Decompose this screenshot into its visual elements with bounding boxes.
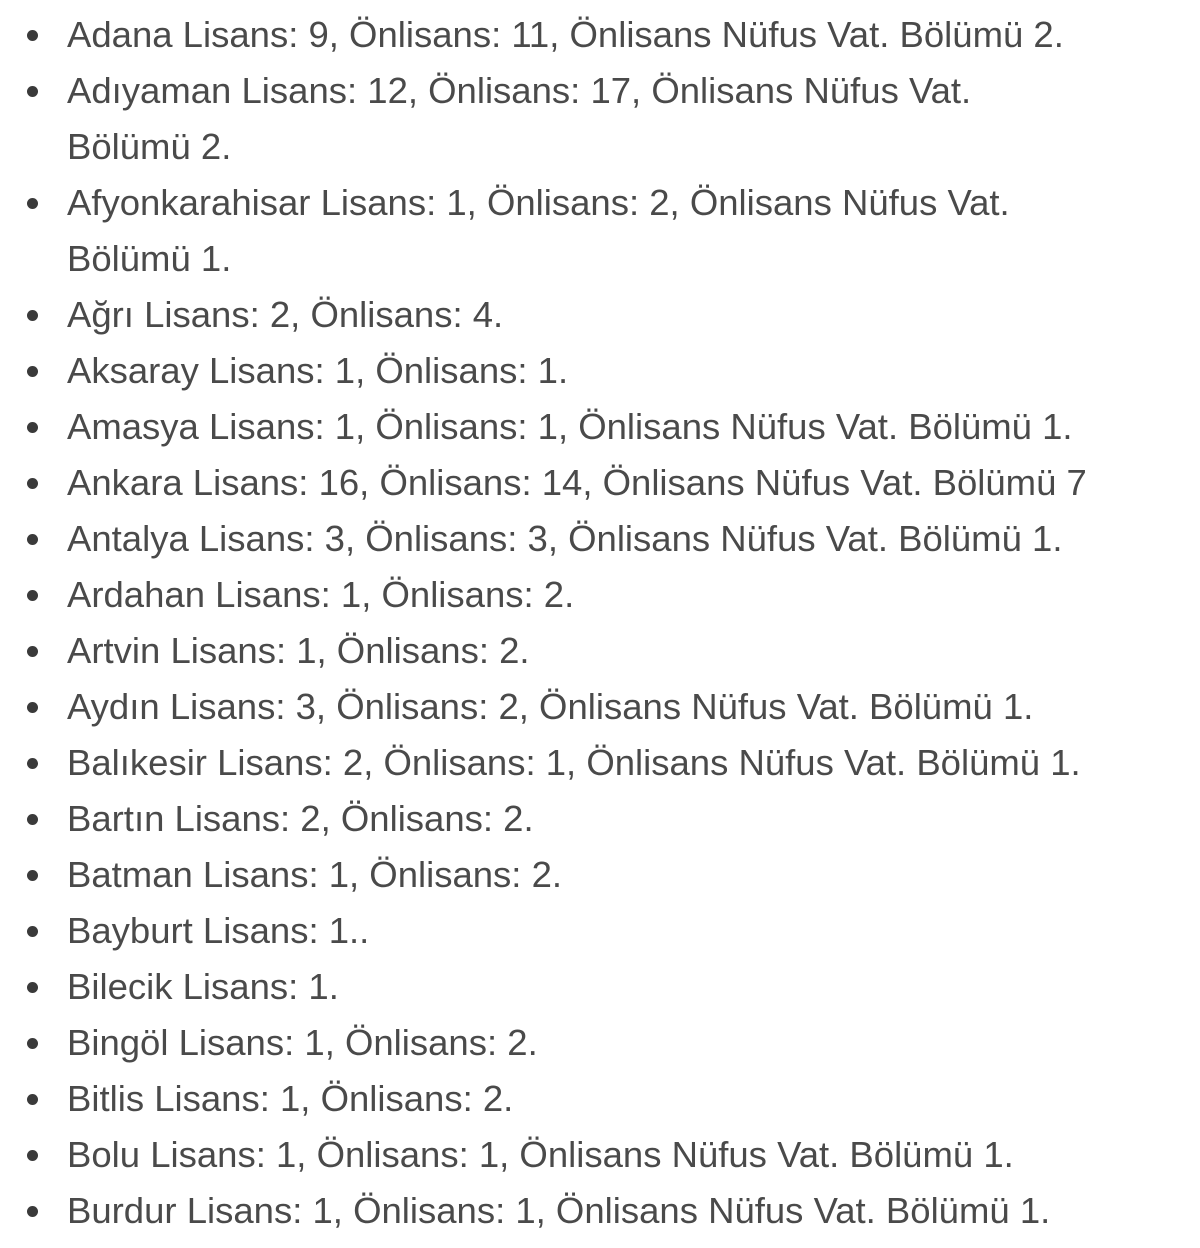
list-item-text: Bingöl Lisans: 1, Önlisans: 2. <box>67 1022 538 1063</box>
list-item-text: Antalya Lisans: 3, Önlisans: 3, Önlisans Nüfus Vat. Bölümü 1. <box>67 518 1063 559</box>
list-item <box>0 959 1200 1015</box>
bullet-icon <box>27 926 38 937</box>
list-item <box>0 679 1200 735</box>
list-item-text: Adana Lisans: 9, Önlisans: 11, Önlisans Nüfus Vat. Bölümü 2. <box>67 14 1064 55</box>
list-item-text: Bayburt Lisans: 1.. <box>67 910 370 951</box>
list-item <box>0 623 1200 679</box>
list-item-text: Bitlis Lisans: 1, Önlisans: 2. <box>67 1078 514 1119</box>
bullet-icon <box>27 870 38 881</box>
list-item <box>0 735 1200 791</box>
bullet-icon <box>27 478 38 489</box>
list-item-text: Bartın Lisans: 2, Önlisans: 2. <box>67 798 534 839</box>
list-item <box>0 175 1200 287</box>
list-item <box>0 7 1200 63</box>
list-item <box>0 63 1200 175</box>
list-item <box>0 1015 1200 1071</box>
province-quota-list <box>0 7 1200 1239</box>
list-item-text: Amasya Lisans: 1, Önlisans: 1, Önlisans Nüfus Vat. Bölümü 1. <box>67 406 1073 447</box>
bullet-icon <box>27 86 38 97</box>
bullet-icon <box>27 1094 38 1105</box>
list-item-text: Bölümü 2. <box>67 126 232 167</box>
list-item-text: Bölümü 1. <box>67 238 232 279</box>
list-item-text: Adıyaman Lisans: 12, Önlisans: 17, Önlisans Nüfus Vat. <box>67 70 972 111</box>
bullet-icon <box>27 422 38 433</box>
list-item-text: Bilecik Lisans: 1. <box>67 966 339 1007</box>
bullet-icon <box>27 198 38 209</box>
list-item-text: Batman Lisans: 1, Önlisans: 2. <box>67 854 563 895</box>
bullet-icon <box>27 1206 38 1217</box>
list-item <box>0 1071 1200 1127</box>
bullet-icon <box>27 30 38 41</box>
list-item <box>0 511 1200 567</box>
list-item <box>0 847 1200 903</box>
bullet-icon <box>27 1038 38 1049</box>
list-item-text: Ardahan Lisans: 1, Önlisans: 2. <box>67 574 575 615</box>
list-item <box>0 567 1200 623</box>
list-item <box>0 399 1200 455</box>
list-item <box>0 791 1200 847</box>
list-item-text: Aydın Lisans: 3, Önlisans: 2, Önlisans Nüfus Vat. Bölümü 1. <box>67 686 1034 727</box>
bullet-icon <box>27 366 38 377</box>
list-item-text: Afyonkarahisar Lisans: 1, Önlisans: 2, Önlisans Nüfus Vat. <box>67 182 1010 223</box>
bullet-icon <box>27 646 38 657</box>
list-item-text: Ankara Lisans: 16, Önlisans: 14, Önlisans Nüfus Vat. Bölümü 7 <box>67 462 1087 503</box>
list-item-text: Ağrı Lisans: 2, Önlisans: 4. <box>67 294 504 335</box>
list-item <box>0 343 1200 399</box>
bullet-icon <box>27 590 38 601</box>
bullet-icon <box>27 702 38 713</box>
bullet-icon <box>27 1150 38 1161</box>
list-item <box>0 1183 1200 1239</box>
bullet-icon <box>27 814 38 825</box>
bullet-icon <box>27 982 38 993</box>
list-item-text: Burdur Lisans: 1, Önlisans: 1, Önlisans Nüfus Vat. Bölümü 1. <box>67 1190 1051 1231</box>
list-item-text: Bolu Lisans: 1, Önlisans: 1, Önlisans Nüfus Vat. Bölümü 1. <box>67 1134 1014 1175</box>
list-item-text: Aksaray Lisans: 1, Önlisans: 1. <box>67 350 569 391</box>
bullet-icon <box>27 310 38 321</box>
bullet-icon <box>27 758 38 769</box>
list-item-text: Artvin Lisans: 1, Önlisans: 2. <box>67 630 530 671</box>
bullet-icon <box>27 534 38 545</box>
list-item <box>0 1127 1200 1183</box>
list-item-text: Balıkesir Lisans: 2, Önlisans: 1, Önlisans Nüfus Vat. Bölümü 1. <box>67 742 1081 783</box>
list-item <box>0 455 1200 511</box>
list-item <box>0 903 1200 959</box>
list-item <box>0 287 1200 343</box>
